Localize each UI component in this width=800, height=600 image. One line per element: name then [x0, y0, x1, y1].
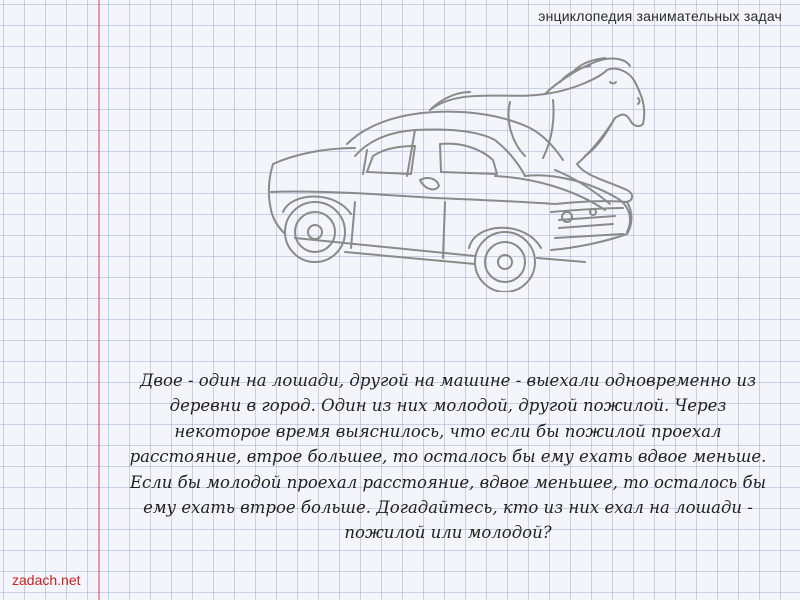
puzzle-text: Двое - один на лошади, другой на машине - выехали одновременно из деревни в город. Один из них молодой, другой пожилой. Через некоторое время выяснилось, что если бы пожилой проехал расстояние, втрое большее, то осталось бы ему ехать вдвое меньше. Если бы молодой проехал расстояние, вдвое меньшее, то осталось бы ему ехать втрое больше. Догадайтесь, кто из них ехал на лошади - пожилой или молодой?: [129, 371, 767, 543]
notebook-margin-line: [98, 0, 100, 600]
car-drawing: [269, 112, 632, 292]
car-horse-illustration: [255, 52, 655, 292]
site-link[interactable]: zadach.net: [12, 572, 81, 588]
page-title: энциклопедия занимательных задач: [538, 8, 782, 24]
